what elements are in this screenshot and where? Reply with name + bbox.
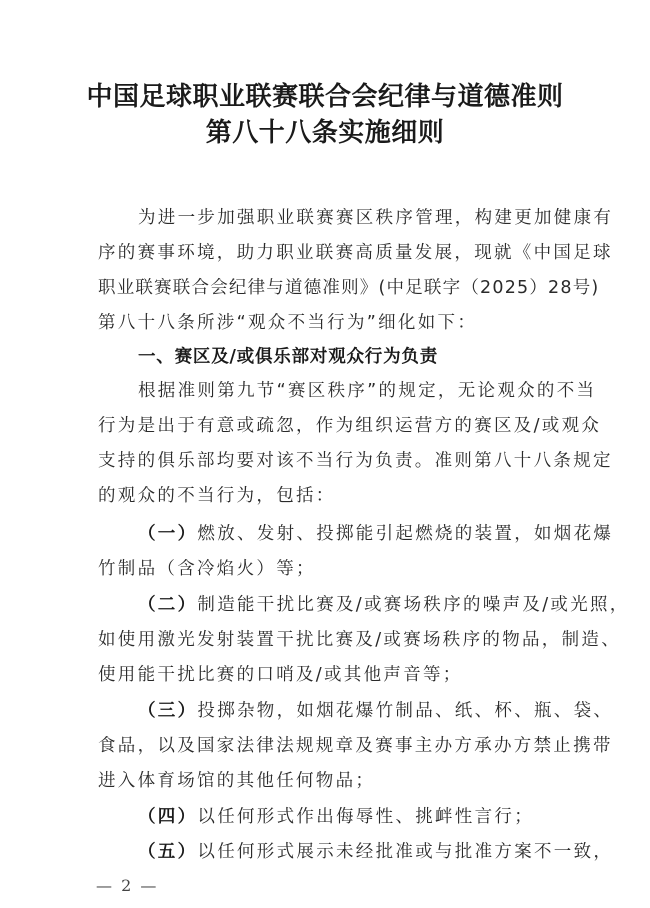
item-label: （二） [138, 595, 198, 615]
document-title-line2: 第八十八条实施细则 [205, 118, 445, 148]
item-text: 投掷杂物，如烟花爆竹制品、纸、杯、瓶、袋、 [197, 701, 614, 721]
item-continuation: 如使用激光发射装置干扰比赛及/或赛场秩序的物品，制造、 [98, 630, 621, 650]
section-body-line: 支持的俱乐部均要对该不当行为负责。准则第八十八条规定 [98, 451, 613, 471]
document-title-line1: 中国足球职业联赛联合会纪律与道德准则 [86, 82, 564, 112]
list-item [138, 520, 614, 545]
item-label: （四） [138, 807, 198, 827]
intro-line: 职业联赛联合会纪律与道德准则》(中足联字（2025）28号) [98, 278, 600, 298]
item-continuation: 进入体育场馆的其他任何物品； [98, 771, 376, 791]
list-item [138, 803, 608, 828]
section-body-line: 行为是出于有意或疏忽，作为组织运营方的赛区及/或观众 [98, 416, 602, 436]
item-text: 燃放、发射、投掷能引起燃烧的装置，如烟花爆 [197, 524, 614, 544]
section-body-line: 根据准则第九节“赛区秩序”的规定，无论观众的不当 [138, 381, 597, 401]
item-continuation: 竹制品（含冷焰火）等； [98, 559, 316, 579]
intro-line: 序的赛事环境，助力职业联赛高质量发展，现就《中国足球 [98, 243, 613, 263]
list-item [138, 697, 614, 722]
intro-line: 第八十八条所涉“观众不当行为”细化如下： [98, 313, 478, 333]
list-item [138, 838, 614, 863]
item-label: （五） [138, 842, 198, 862]
section-heading: 一、赛区及/或俱乐部对观众行为负责 [138, 347, 438, 367]
page-number: — 2 — [96, 876, 159, 895]
intro-line: 为进一步加强职业联赛赛区秩序管理，构建更加健康有 [138, 208, 614, 228]
list-item [138, 591, 630, 616]
item-label: （三） [138, 701, 198, 721]
section-body-line: 的观众的不当行为，包括： [98, 486, 336, 506]
item-text: 以任何形式作出侮辱性、挑衅性言行； [197, 807, 535, 827]
item-text: 以任何形式展示未经批准或与批准方案不一致， [197, 842, 614, 862]
item-continuation: 食品，以及国家法律法规规章及赛事主办方承办方禁止携带 [98, 736, 613, 756]
item-continuation: 使用能干扰比赛的口哨及/或其他声音等； [98, 665, 463, 685]
item-text: 制造能干扰比赛及/或赛场秩序的噪声及/或光照， [197, 595, 630, 615]
item-label: （一） [138, 524, 198, 544]
